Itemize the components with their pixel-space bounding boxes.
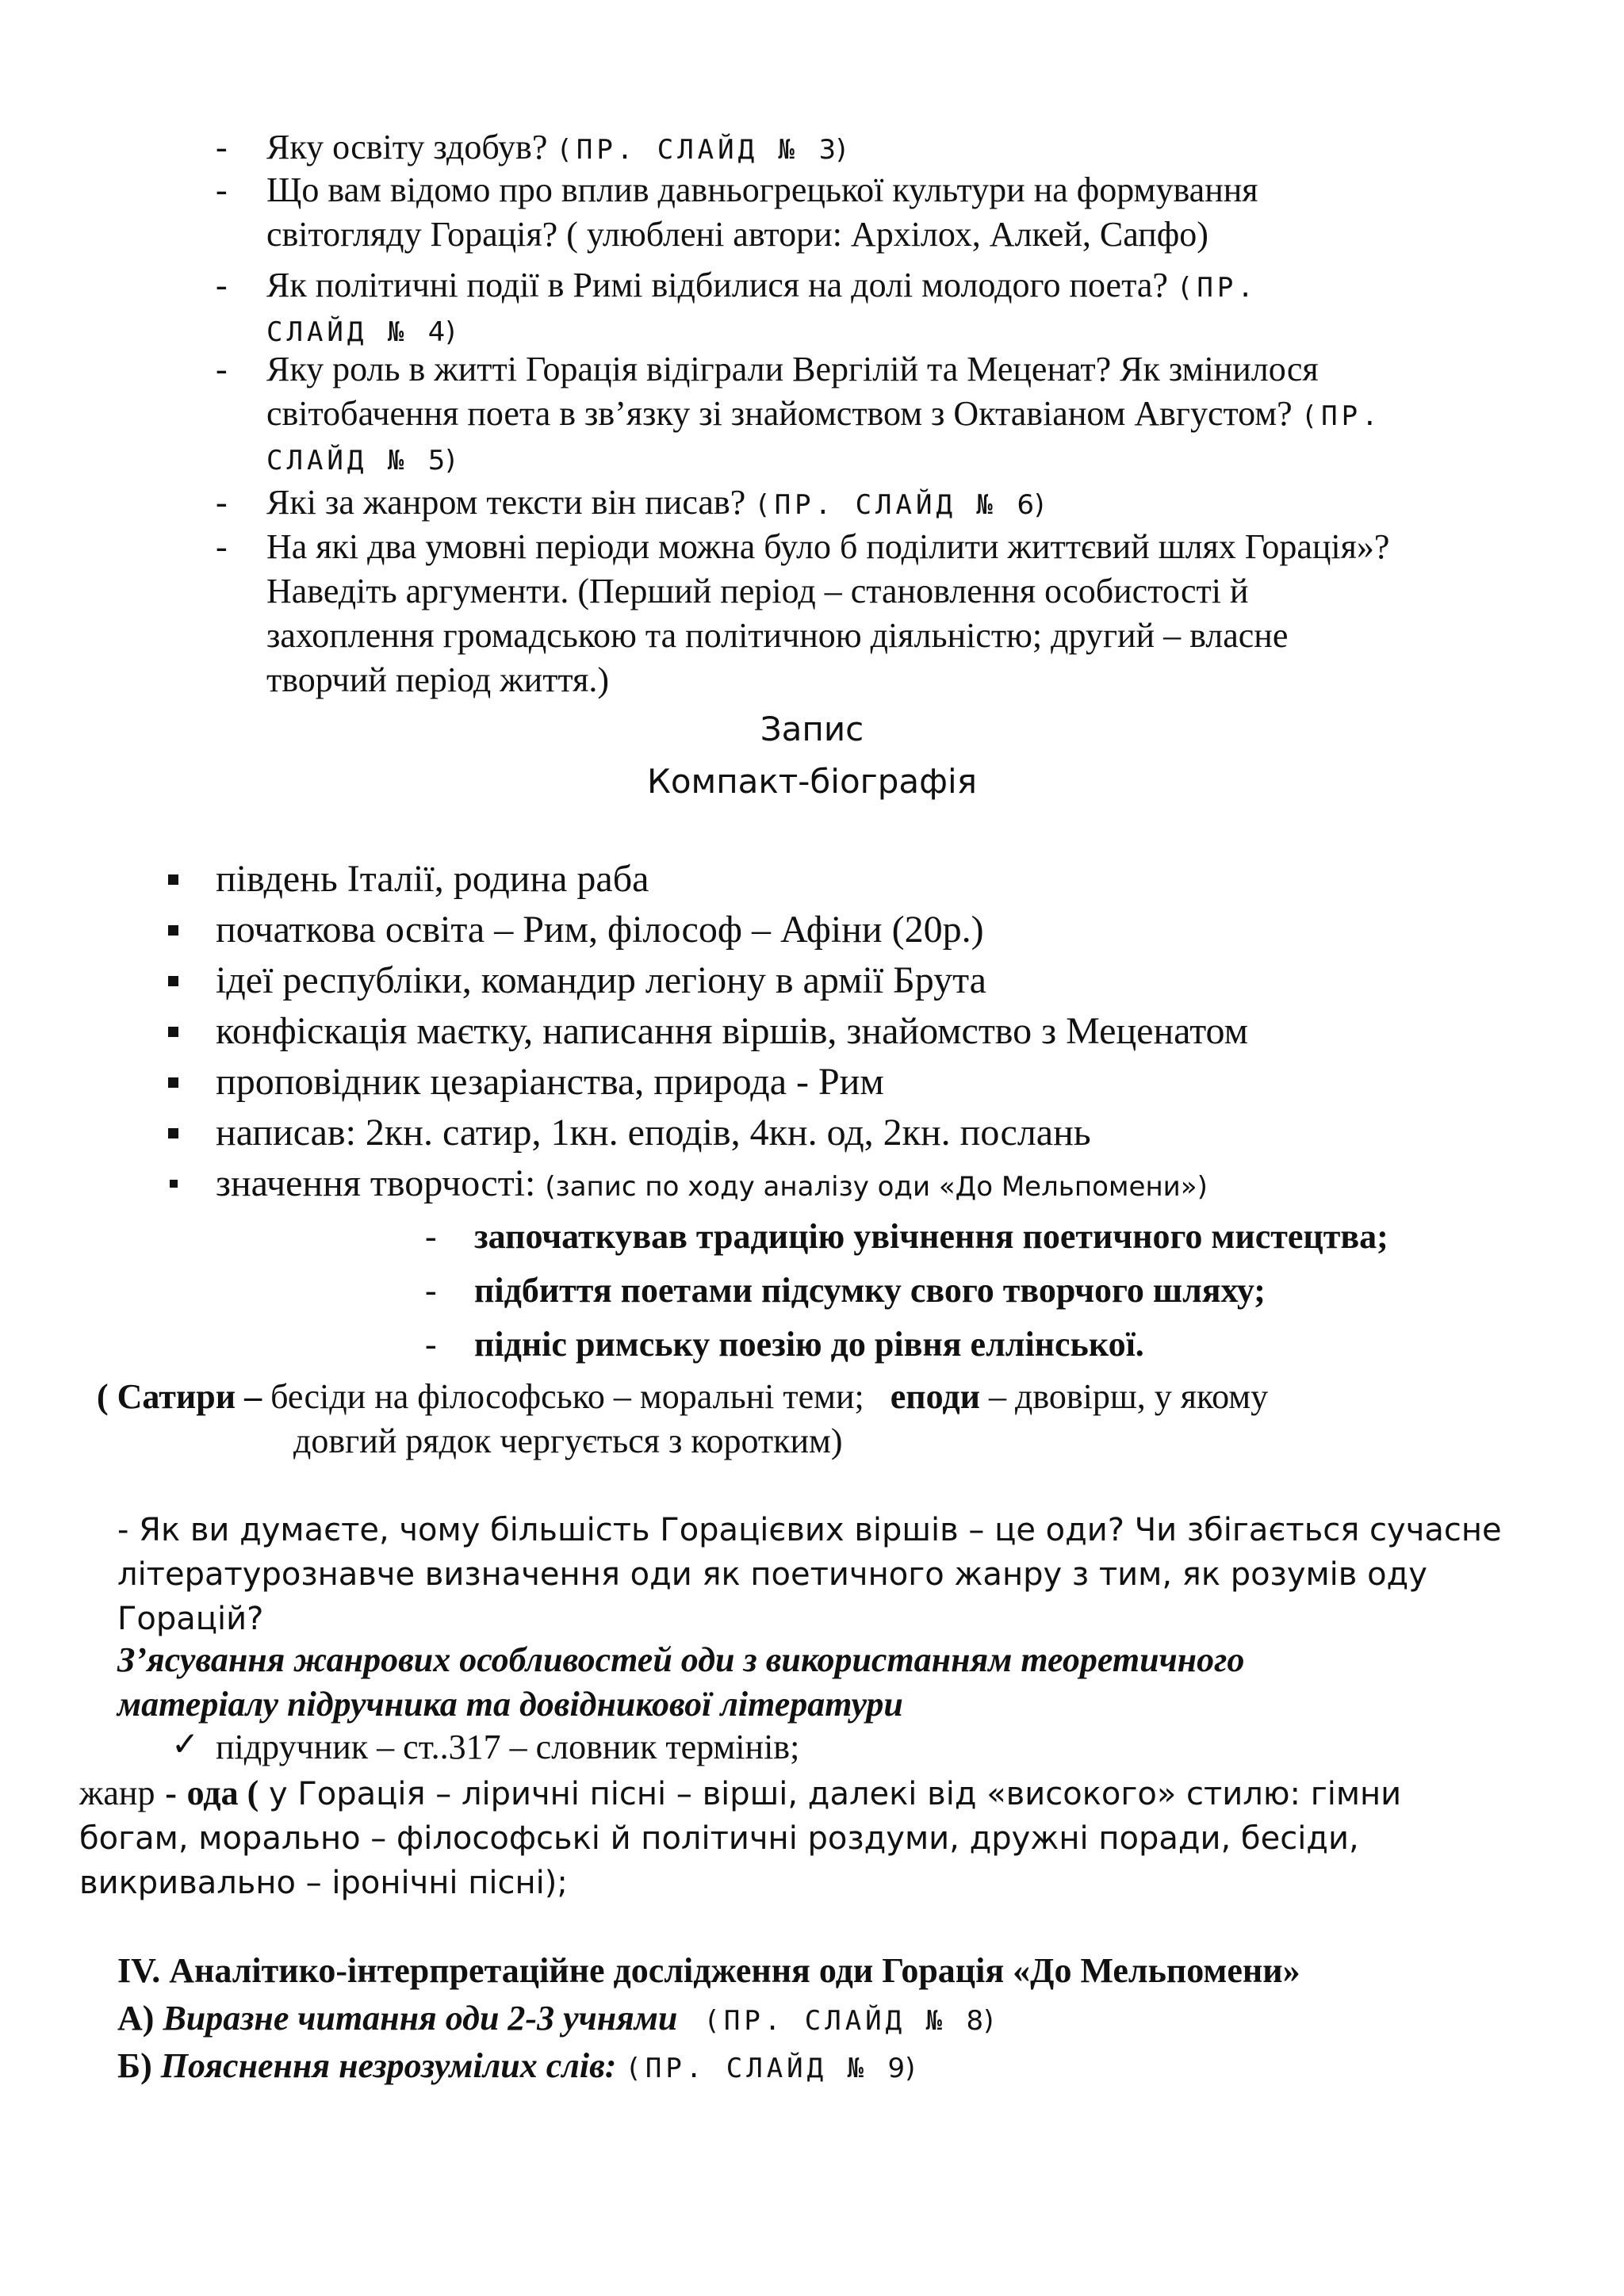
discussion-question: - Як ви думаєте, чому більшість Горацієвих віршів – це оди? Чи збігається сучасне літературознавче визначення оди як поетичного жанру з тим, як розумів оду Горацій?	[117, 1512, 1502, 1637]
list-dash: -	[216, 483, 228, 522]
list-dash: -	[216, 266, 228, 304]
bullet-icon	[170, 1180, 178, 1188]
section-heading: Запис	[760, 710, 864, 748]
subsection-a: А) Виразне читання оди 2-3 учнями (ПР. СЛАЙД № 8)	[117, 1999, 994, 2038]
slide-reference: (ПР. СЛАЙД № 9)	[625, 2053, 916, 2084]
bullet-icon	[168, 976, 178, 986]
genre-paragraph: жанр - ода ( у Горація – ліричні пісні – вірші, далекі від «високого» стилю: гімни богам, морально – філософські й політичні роздуми, дружні поради, бесіди, викривально – іронічні пісні);	[79, 1774, 1402, 1901]
slide-reference: СЛАЙД № 4)	[266, 316, 456, 348]
list-item: початкова освіта – Рим, філософ – Афіни (20р.)	[216, 909, 984, 951]
task-heading: З’ясування жанрових особливостей оди з використанням теоретичного матеріалу підручника та довідникової літератури	[117, 1640, 1245, 1724]
list-item: підбиття поетами підсумку свого творчого шляху;	[474, 1271, 1266, 1310]
list-dash: -	[216, 350, 228, 388]
slide-reference: (ПР. СЛАЙД № 6)	[754, 489, 1045, 521]
list-dash: -	[425, 1217, 437, 1256]
list-item: ідеї республіки, командир легіону в армії Брута	[216, 959, 986, 1001]
list-item: започаткував традицію увічнення поетичного мистецтва;	[474, 1217, 1388, 1256]
list-dash: -	[216, 128, 228, 166]
section-title: IV. Аналітико-інтерпретаційне дослідження оди Горація «До Мельпомени»	[117, 1951, 1300, 1990]
list-item: Що вам відомо про вплив давньогрецької культури на формування світогляду Горація? ( улюблені автори: Архілох, Алкей, Сапфо)	[266, 170, 1258, 254]
list-item: Яку роль в житті Горація відіграли Вергілій та Меценат? Як змінилося світобачення поета в зв’язку зі знайомством з Октавіаном Августом? (ПР. СЛАЙД № 5)	[266, 347, 1382, 483]
list-item: написав: 2кн. сатир, 1кн. еподів, 4кн. од, 2кн. послань	[216, 1112, 1091, 1154]
list-item: значення творчості: (запис по ходу аналізу оди «До Мельпомени»)	[216, 1162, 1208, 1204]
bullet-icon	[168, 925, 178, 936]
list-item: Які за жанром тексти він писав? (ПР. СЛАЙД № 6)	[266, 483, 1045, 522]
bullet-icon	[168, 874, 178, 885]
slide-reference: (ПР. СЛАЙД № 8)	[703, 2005, 994, 2037]
bullet-icon	[168, 1077, 178, 1088]
list-item: На які два умовні періоди можна було б поділити життєвий шлях Горація»? Наведіть аргументи. (Перший період – становлення особистості й захоплення громадською та політичною діяльністю; другий – власне творчий період життя.)	[266, 527, 1390, 699]
list-dash: -	[216, 527, 228, 566]
checkmark-icon: ✓	[171, 1724, 200, 1763]
list-dash: -	[425, 1271, 437, 1310]
bullet-icon	[168, 1128, 178, 1138]
definition-continuation: довгий рядок чергується з коротким)	[293, 1422, 843, 1460]
list-dash: -	[425, 1325, 437, 1364]
list-item: південь Італії, родина раба	[216, 858, 649, 900]
bullet-icon	[168, 1027, 178, 1037]
section-subheading: Компакт-біографія	[647, 762, 977, 801]
list-item: проповідник цезаріанства, природа - Рим	[216, 1061, 884, 1103]
list-item: конфіскація маєтку, написання віршів, знайомство з Меценатом	[216, 1010, 1248, 1052]
slide-reference: СЛАЙД № 5)	[266, 445, 456, 476]
slide-reference: (ПР. СЛАЙД № 3)	[556, 134, 847, 166]
list-dash: -	[216, 170, 228, 209]
list-item: Як політичні події в Римі відбилися на долі молодого поета? (ПР. СЛАЙД № 4)	[266, 263, 1258, 354]
note-text: (запис по ходу аналізу оди «До Мельпомени»)	[545, 1171, 1208, 1203]
list-item: підніс римську поезію до рівня еллінської.	[474, 1325, 1144, 1364]
definition-paragraph: ( Сатири – бесіди на філософсько – моральні теми; еподи – двовірш, у якому	[97, 1377, 1269, 1416]
list-item: підручник – ст..317 – словник термінів;	[216, 1728, 800, 1766]
subsection-b: Б) Пояснення незрозумілих слів: (ПР. СЛАЙД № 9)	[117, 2046, 916, 2085]
list-item: Яку освіту здобув? (ПР. СЛАЙД № 3)	[266, 128, 847, 166]
